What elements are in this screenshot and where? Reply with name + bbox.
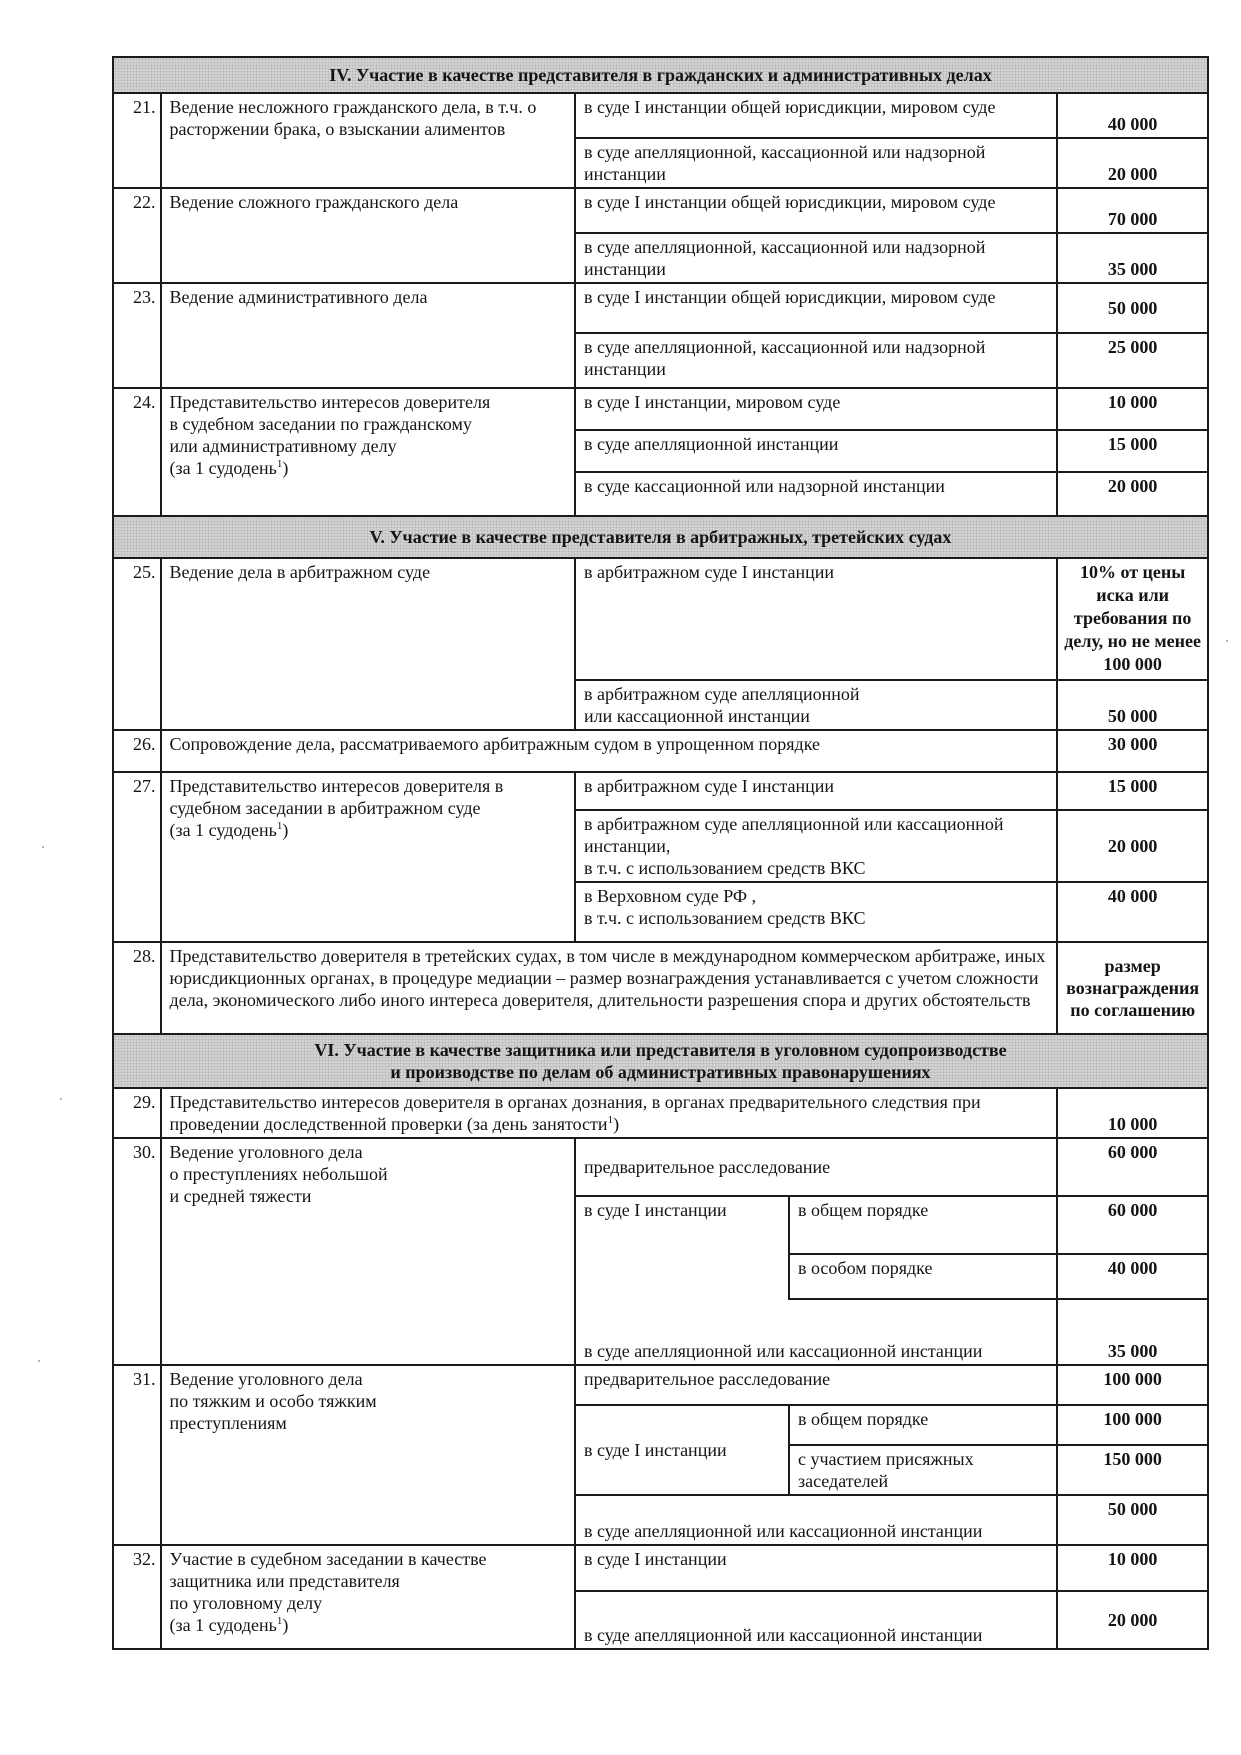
service-description: Ведение административного дела bbox=[161, 283, 575, 388]
table-row bbox=[113, 772, 1208, 810]
fee-amount: 10 000 bbox=[1057, 388, 1208, 430]
row-number: 21. bbox=[113, 93, 161, 188]
service-description: Представительство доверителя в третейских судах, в том числе в международном коммерческом арбитраже, иных юрисдикционных органах, в процедуре медиации – размер вознаграждения устанавливается с учетом сложности дела, экономического либо иного интереса доверителя, длительности разрешения спора и других обстоятельств bbox=[161, 942, 1058, 1034]
service-description bbox=[161, 1088, 1058, 1138]
closing-paren: ) bbox=[282, 458, 289, 478]
row-number: 24. bbox=[113, 388, 161, 516]
fee-amount: 25 000 bbox=[1057, 333, 1208, 388]
scan-speck bbox=[42, 846, 44, 848]
section-header-v bbox=[113, 516, 1208, 558]
fee-amount: 60 000 bbox=[1057, 1196, 1208, 1254]
service-line: защитника или представителя bbox=[169, 1571, 400, 1591]
table-row bbox=[113, 558, 1208, 680]
fee-amount: 70 000 bbox=[1057, 188, 1208, 233]
service-description bbox=[161, 772, 575, 942]
per-day-note: (за 1 судодень bbox=[169, 820, 277, 840]
fee-schedule-page bbox=[112, 56, 1209, 1750]
fee-amount: 10 000 bbox=[1057, 1545, 1208, 1591]
table-row bbox=[113, 188, 1208, 233]
table-row bbox=[113, 1138, 1208, 1196]
closing-paren: ) bbox=[613, 1114, 620, 1134]
row-number: 26. bbox=[113, 730, 161, 772]
service-description: Ведение несложного гражданского дела, в т.ч. о расторжении брака, о взыскании алиментов bbox=[161, 93, 575, 188]
service-description bbox=[161, 1365, 575, 1545]
fee-amount: 20 000 bbox=[1057, 472, 1208, 516]
instance-line: в арбитражном суде апелляционной или кассационной инстанции, bbox=[583, 814, 1004, 856]
per-day-note: (за 1 судодень bbox=[169, 1615, 277, 1635]
fee-amount: размер вознаграждения по соглашению bbox=[1057, 942, 1208, 1034]
service-line: в судебном заседании по гражданскому bbox=[169, 414, 472, 434]
service-text: Представительство интересов доверителя в органах дознания, в органах предварительного следствия при проведении доследственной проверки (за день занятости bbox=[169, 1092, 981, 1134]
proceeding-stage: предварительное расследование bbox=[575, 1138, 1057, 1196]
service-line: Ведение уголовного дела bbox=[169, 1142, 363, 1162]
instance-text: в суде апелляционной или кассационной инстанции bbox=[583, 1625, 983, 1645]
instance-line: в арбитражном суде апелляционной bbox=[583, 684, 860, 704]
service-line bbox=[170, 1614, 566, 1636]
section-title-v: V. Участие в качестве представителя в арбитражных, третейских судах bbox=[113, 516, 1208, 558]
fee-amount: 30 000 bbox=[1057, 730, 1208, 772]
procedure-type: в общем порядке bbox=[789, 1196, 1057, 1254]
scan-speck bbox=[1226, 640, 1228, 642]
court-instance: в суде апелляционной, кассационной или надзорной инстанции bbox=[575, 333, 1057, 388]
service-line: по тяжким и особо тяжким bbox=[169, 1391, 377, 1411]
row-number: 22. bbox=[113, 188, 161, 283]
court-instance: в арбитражном суде I инстанции bbox=[575, 558, 1057, 680]
instance-text: в суде апелляционной или кассационной инстанции bbox=[583, 1521, 983, 1541]
table-row bbox=[113, 1365, 1208, 1405]
court-instance: в суде I инстанции общей юрисдикции, мировом суде bbox=[575, 188, 1057, 233]
service-line bbox=[170, 457, 566, 479]
table-row bbox=[113, 942, 1208, 1034]
fee-amount: 15 000 bbox=[1057, 430, 1208, 472]
service-line: и средней тяжести bbox=[169, 1186, 312, 1206]
fee-amount: 40 000 bbox=[1057, 882, 1208, 942]
fee-amount: 40 000 bbox=[1057, 1254, 1208, 1299]
table-row bbox=[113, 730, 1208, 772]
fee-amount: 20 000 bbox=[1057, 138, 1208, 188]
service-description bbox=[161, 388, 575, 516]
court-instance: в суде кассационной или надзорной инстанции bbox=[575, 472, 1057, 516]
fee-amount: 15 000 bbox=[1057, 772, 1208, 810]
fee-amount: 40 000 bbox=[1057, 93, 1208, 138]
court-instance: в суде I инстанции общей юрисдикции, мировом суде bbox=[575, 93, 1057, 138]
proceeding-stage: предварительное расследование bbox=[575, 1365, 1057, 1405]
closing-paren: ) bbox=[282, 820, 289, 840]
fee-amount: 50 000 bbox=[1057, 680, 1208, 730]
row-number: 23. bbox=[113, 283, 161, 388]
service-line: или административному делу bbox=[169, 436, 397, 456]
instance-line: в Верховном суде РФ , bbox=[583, 886, 757, 906]
service-line bbox=[170, 819, 566, 841]
fee-amount: 10 000 bbox=[1057, 1088, 1208, 1138]
service-line: о преступлениях небольшой bbox=[169, 1164, 388, 1184]
court-instance: в арбитражном суде I инстанции bbox=[575, 772, 1057, 810]
table-row bbox=[113, 93, 1208, 138]
service-line: по уголовному делу bbox=[169, 1593, 323, 1613]
closing-paren: ) bbox=[282, 1615, 289, 1635]
section-title-line: и производстве по делам об административных правонарушениях bbox=[390, 1062, 931, 1082]
section-title-vi bbox=[113, 1034, 1208, 1088]
service-description bbox=[161, 1138, 575, 1365]
section-title-iv: IV. Участие в качестве представителя в гражданских и административных делах bbox=[113, 57, 1208, 93]
row-number: 28. bbox=[113, 942, 161, 1034]
court-instance bbox=[575, 1495, 1057, 1545]
court-instance: в суде I инстанции общей юрисдикции, мировом суде bbox=[575, 283, 1057, 333]
fee-amount: 100 000 bbox=[1057, 1405, 1208, 1445]
fee-amount: 35 000 bbox=[1057, 1299, 1208, 1365]
court-instance bbox=[575, 882, 1057, 942]
court-instance: в суде I инстанции bbox=[575, 1405, 789, 1495]
court-instance: в суде I инстанции bbox=[575, 1196, 789, 1299]
footnote-mark: 1 bbox=[276, 820, 283, 832]
court-instance bbox=[575, 1299, 1057, 1365]
section-header-vi bbox=[113, 1034, 1208, 1088]
row-number: 27. bbox=[113, 772, 161, 942]
court-instance: в суде апелляционной инстанции bbox=[575, 430, 1057, 472]
procedure-type: с участием присяжных заседателей bbox=[789, 1445, 1057, 1495]
court-instance bbox=[575, 810, 1057, 882]
fee-amount: 35 000 bbox=[1057, 233, 1208, 283]
row-number: 30. bbox=[113, 1138, 161, 1365]
fee-amount: 100 000 bbox=[1057, 1365, 1208, 1405]
instance-line: в т.ч. с использованием средств ВКС bbox=[583, 858, 866, 878]
section-title-line: VI. Участие в качестве защитника или представителя в уголовном судопроизводстве bbox=[314, 1040, 1007, 1060]
table-row bbox=[113, 1545, 1208, 1591]
court-instance: в суде апелляционной, кассационной или надзорной инстанции bbox=[575, 233, 1057, 283]
court-instance: в суде апелляционной, кассационной или надзорной инстанции bbox=[575, 138, 1057, 188]
row-number: 31. bbox=[113, 1365, 161, 1545]
fee-amount: 10% от цены иска или требования по делу, но не менее 100 000 bbox=[1057, 558, 1208, 680]
court-instance bbox=[575, 680, 1057, 730]
fee-amount: 60 000 bbox=[1057, 1138, 1208, 1196]
service-line: преступлениям bbox=[169, 1413, 287, 1433]
procedure-type: в особом порядке bbox=[789, 1254, 1057, 1299]
service-line: Представительство интересов доверителя в судебном заседании в арбитражном суде bbox=[169, 776, 504, 818]
footnote-mark: 1 bbox=[276, 458, 283, 470]
instance-line: или кассационной инстанции bbox=[583, 706, 810, 726]
fee-amount: 150 000 bbox=[1057, 1445, 1208, 1495]
service-line: Представительство интересов доверителя bbox=[169, 392, 491, 412]
service-description bbox=[161, 1545, 575, 1649]
fee-amount: 20 000 bbox=[1057, 810, 1208, 882]
scan-speck bbox=[38, 1360, 40, 1362]
table-row bbox=[113, 283, 1208, 333]
instance-text: в суде апелляционной или кассационной инстанции bbox=[583, 1341, 983, 1361]
service-description: Ведение сложного гражданского дела bbox=[161, 188, 575, 283]
court-instance: в суде I инстанции, мировом суде bbox=[575, 388, 1057, 430]
fee-amount: 50 000 bbox=[1057, 1495, 1208, 1545]
court-instance: в суде I инстанции bbox=[575, 1545, 1057, 1591]
scan-speck bbox=[60, 1098, 62, 1100]
fee-amount: 20 000 bbox=[1057, 1591, 1208, 1649]
fee-schedule-table bbox=[112, 56, 1209, 1650]
procedure-type: в общем порядке bbox=[789, 1405, 1057, 1445]
footnote-mark: 1 bbox=[276, 1615, 283, 1627]
service-description: Ведение дела в арбитражном суде bbox=[161, 558, 575, 730]
table-row bbox=[113, 1088, 1208, 1138]
table-row bbox=[113, 388, 1208, 430]
service-line: Участие в судебном заседании в качестве bbox=[169, 1549, 487, 1569]
fee-amount: 50 000 bbox=[1057, 283, 1208, 333]
section-header-iv bbox=[113, 57, 1208, 93]
row-number: 32. bbox=[113, 1545, 161, 1649]
service-line: Ведение уголовного дела bbox=[169, 1369, 363, 1389]
footnote-mark: 1 bbox=[607, 1114, 614, 1126]
row-number: 25. bbox=[113, 558, 161, 730]
court-instance bbox=[575, 1591, 1057, 1649]
row-number: 29. bbox=[113, 1088, 161, 1138]
service-description: Сопровождение дела, рассматриваемого арбитражным судом в упрощенном порядке bbox=[161, 730, 1058, 772]
per-day-note: (за 1 судодень bbox=[169, 458, 277, 478]
instance-line: в т.ч. с использованием средств ВКС bbox=[583, 908, 866, 928]
